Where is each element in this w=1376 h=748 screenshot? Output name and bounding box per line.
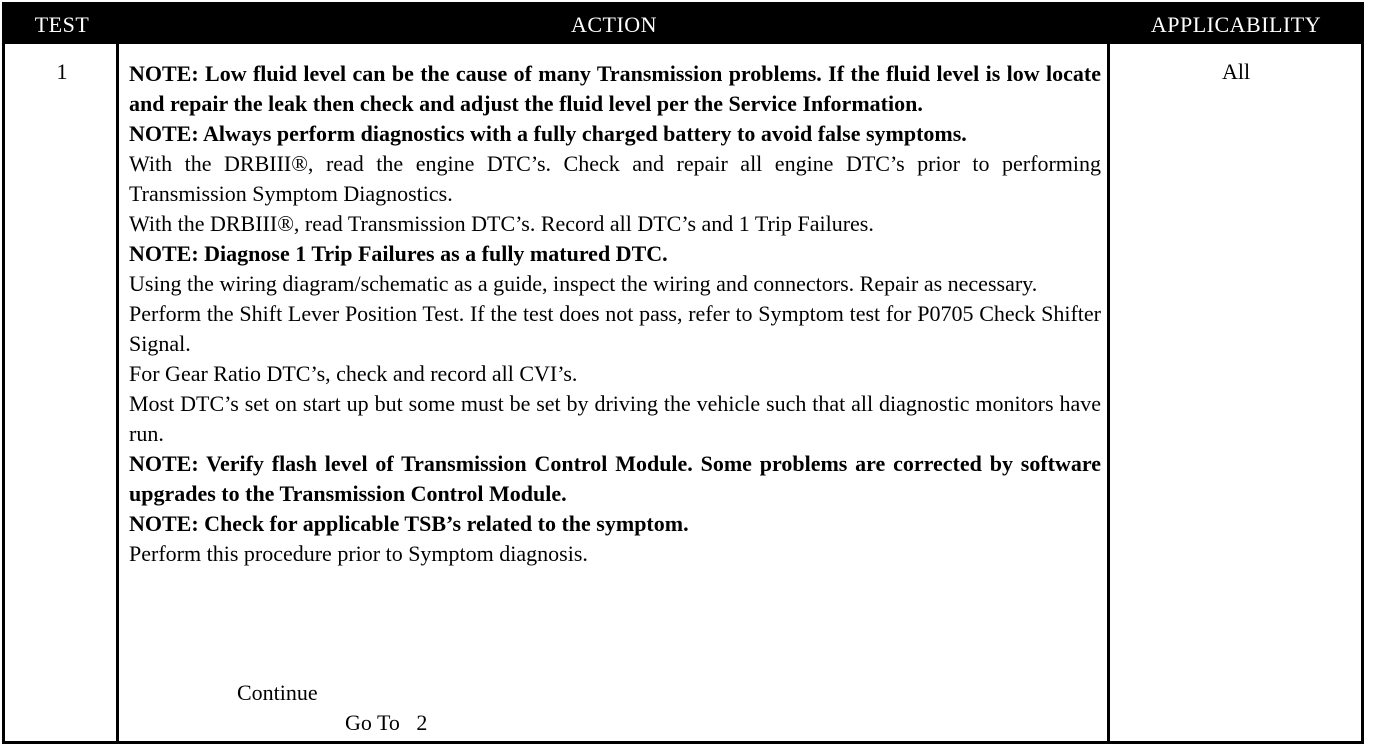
action-paragraph: Using the wiring diagram/schematic as a guide, inspect the wiring and connectors. Repair as necessary. — [129, 271, 1038, 296]
continue-label: Continue — [237, 680, 318, 705]
action-paragraph: NOTE: Check for applicable TSB’s related to the symptom. — [129, 511, 689, 536]
test-number: 1 — [56, 59, 68, 84]
action-paragraph: Perform this procedure prior to Symptom diagnosis. — [129, 541, 588, 566]
goto-label: Go To 2 — [345, 710, 428, 735]
action-text — [129, 59, 1101, 569]
action-paragraph: Perform the Shift Lever Position Test. If the test does not pass, refer to Symptom test for P0705 Check Shifter Signal. — [129, 301, 1101, 356]
action-paragraph: NOTE: Low fluid level can be the cause of many Transmission problems. If the fluid level is low locate and repair the leak then check and adjust the fluid level per the Service Information. — [129, 61, 1101, 116]
action-paragraph: With the DRBIII®, read the engine DTC’s. Check and repair all engine DTC’s prior to performing Transmission Symptom Diagnostics. — [129, 151, 1101, 206]
action-paragraph: With the DRBIII®, read Transmission DTC’s. Record all DTC’s and 1 Trip Failures. — [129, 211, 874, 236]
action-paragraph: NOTE: Diagnose 1 Trip Failures as a fully matured DTC. — [129, 241, 668, 266]
action-paragraph: For Gear Ratio DTC’s, check and record all CVI’s. — [129, 361, 578, 386]
column-divider — [116, 44, 119, 741]
action-paragraph: Most DTC’s set on start up but some must be set by driving the vehicle such that all diagnostic monitors have run. — [129, 391, 1101, 446]
header-action: ACTION — [570, 12, 658, 37]
table-header — [5, 5, 1361, 44]
action-paragraph: NOTE: Always perform diagnostics with a fully charged battery to avoid false symptoms. — [129, 121, 967, 146]
diagnostic-table — [2, 2, 1364, 744]
header-test: TEST — [34, 12, 90, 37]
applicability-value: All — [1221, 59, 1251, 84]
action-paragraph: NOTE: Verify flash level of Transmission Control Module. Some problems are corrected by software upgrades to the Transmission Control Module. — [129, 451, 1101, 506]
header-applicability: APPLICABILITY — [1150, 12, 1322, 37]
column-divider — [1107, 44, 1110, 741]
